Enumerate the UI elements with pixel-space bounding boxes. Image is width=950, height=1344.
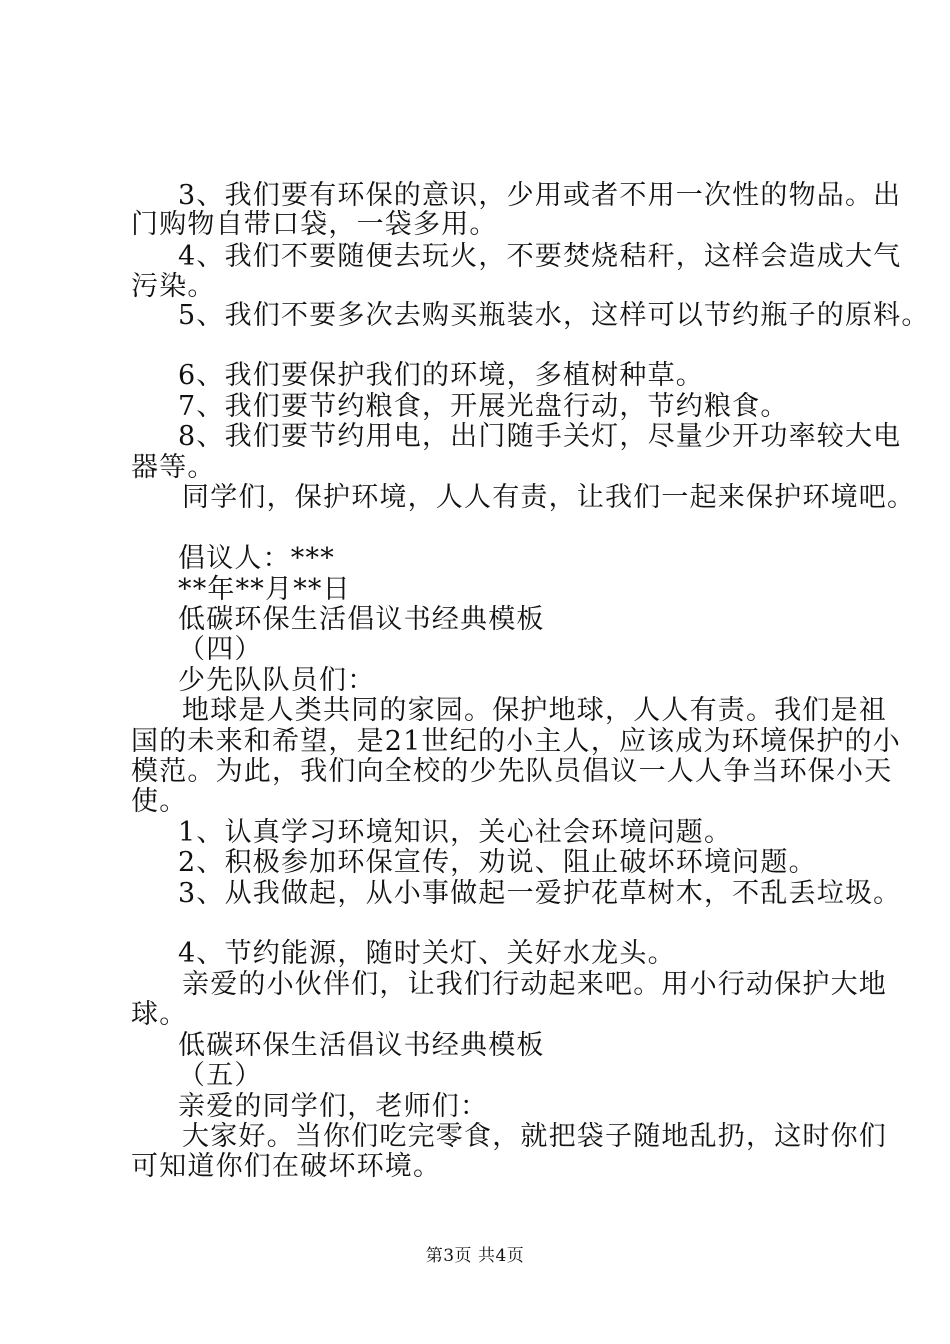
text-line: 模范。为此，我们向全校的少先队员倡议一人人争当环保小天 [131,756,893,787]
salutation: 亲爱的同学们，老师们： [178,1091,489,1122]
section-number: （四） [178,634,263,665]
text-line: 器等。 [131,452,216,483]
text-line: 4、节约能源，随时关灯、关好水龙头。 [178,938,676,969]
section-title: 低碳环保生活倡议书经典模板 [178,1030,545,1061]
text-line: 7、我们要节约粮食，开展光盘行动，节约粮食。 [178,391,789,422]
date-line: **年**月**日 [178,574,351,605]
text-line: 地球是人类共同的家园。保护地球，人人有责。我们是祖 [182,695,887,726]
section-number: （五） [178,1060,263,1091]
text-line: 2、积极参加环保宣传，劝说、阻止破坏环境问题。 [178,847,817,878]
text-line: 3、我们要有环保的意识，少用或者不用一次性的物品。出 [178,180,902,211]
salutation: 少先队队员们： [178,665,376,696]
text-line: 8、我们要节约用电，出门随手关灯，尽量少开功率较大电 [178,421,902,452]
text-line: 5、我们不要多次去购买瓶装水，这样可以节约瓶子的原料。 [178,300,930,331]
page-footer: 第3页 共4页 [425,1246,525,1266]
text-line: 门购物自带口袋，一袋多用。 [131,209,498,240]
text-line: 3、从我做起，从小事做起一爱护花草树木，不乱丢垃圾。 [178,878,902,909]
text-line: 可知道你们在破坏环境。 [131,1151,442,1182]
text-line: 同学们，保护环境，人人有责，让我们一起来保护环境吧。 [182,482,916,513]
text-line: 使。 [131,786,188,817]
text-line: 国的未来和希望，是21世纪的小主人，应该成为环境保护的小 [131,726,901,757]
text-line: 亲爱的小伙伴们，让我们行动起来吧。用小行动保护大地 [182,969,887,1000]
section-title: 低碳环保生活倡议书经典模板 [178,604,545,635]
text-line: 污染。 [131,271,216,302]
text-line: 4、我们不要随便去玩火，不要焚烧秸秆，这样会造成大气 [178,241,902,272]
text-line: 6、我们要保护我们的环境，多植树种草。 [178,360,704,391]
text-line: 球。 [131,999,188,1030]
signature-line: 倡议人：*** [178,543,335,574]
text-line: 大家好。当你们吃完零食，就把袋子随地乱扔，这时你们 [182,1121,887,1152]
text-line: 1、认真学习环境知识，关心社会环境问题。 [178,817,733,848]
